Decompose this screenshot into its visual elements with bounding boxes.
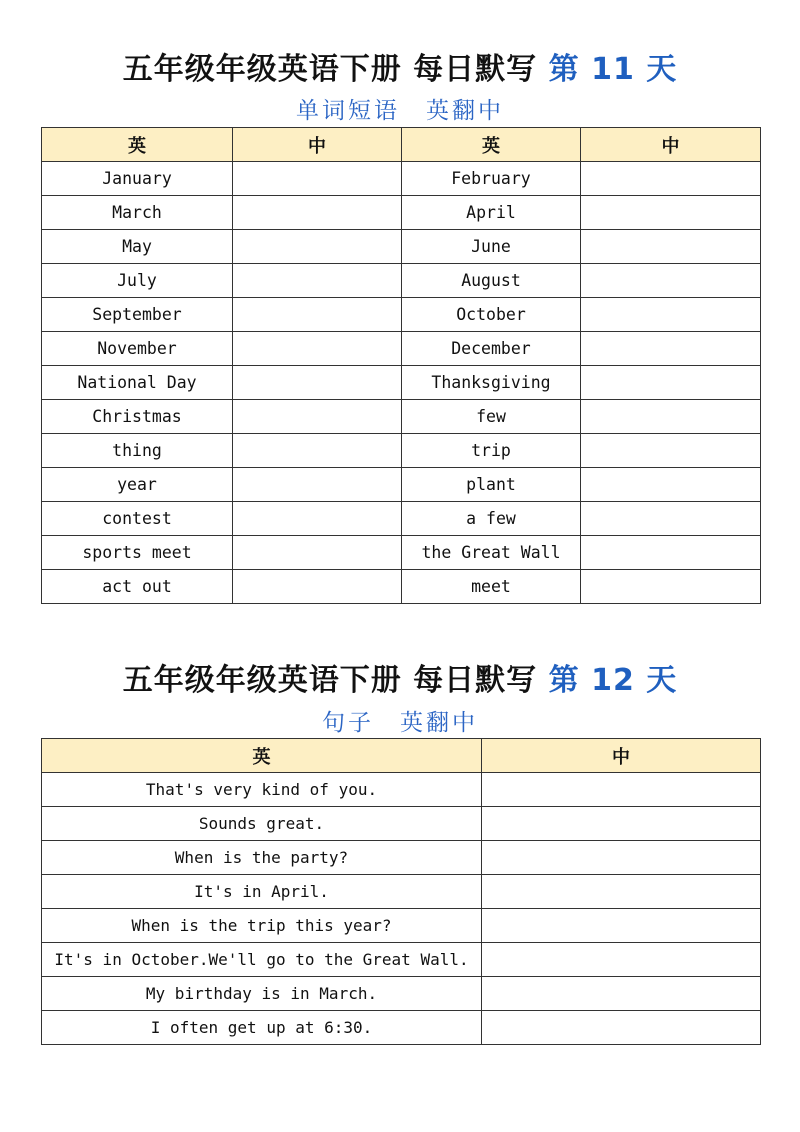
vocabulary-header-row <box>42 128 761 162</box>
chinese-answer-right[interactable] <box>581 468 761 502</box>
english-sentence: When is the party? <box>42 841 482 875</box>
subtitle-sentences: 句子 英翻中 <box>322 710 478 736</box>
chinese-answer-left[interactable] <box>233 298 402 332</box>
english-word-left: March <box>42 196 233 230</box>
vocabulary-row <box>42 434 761 468</box>
chinese-answer[interactable] <box>482 773 761 807</box>
english-word-left: thing <box>42 434 233 468</box>
chinese-answer-left[interactable] <box>233 468 402 502</box>
sentence-row <box>42 977 761 1011</box>
english-sentence: It's in October.We'll go to the Great Wall. <box>42 943 482 977</box>
chinese-answer-left[interactable] <box>233 230 402 264</box>
english-word-left: November <box>42 332 233 366</box>
chinese-answer[interactable] <box>482 807 761 841</box>
sentence-row <box>42 909 761 943</box>
english-word-left: May <box>42 230 233 264</box>
vocabulary-row <box>42 230 761 264</box>
vocabulary-table <box>41 127 761 604</box>
header-chinese-left: 中 <box>233 128 402 162</box>
english-word-right: February <box>402 162 581 196</box>
vocabulary-row <box>42 298 761 332</box>
chinese-answer[interactable] <box>482 841 761 875</box>
header-chinese-right: 中 <box>581 128 761 162</box>
title-day-number: 第 11 天 <box>548 52 678 87</box>
english-sentence: That's very kind of you. <box>42 773 482 807</box>
english-word-right: April <box>402 196 581 230</box>
english-word-left: year <box>42 468 233 502</box>
english-word-left: contest <box>42 502 233 536</box>
chinese-answer-left[interactable] <box>233 196 402 230</box>
english-word-right: meet <box>402 570 581 604</box>
sentences-table <box>41 738 761 1045</box>
vocabulary-row <box>42 536 761 570</box>
chinese-answer-left[interactable] <box>233 332 402 366</box>
english-sentence: When is the trip this year? <box>42 909 482 943</box>
english-word-left: sports meet <box>42 536 233 570</box>
chinese-answer-right[interactable] <box>581 570 761 604</box>
english-word-right: trip <box>402 434 581 468</box>
chinese-answer[interactable] <box>482 1011 761 1045</box>
header-chinese: 中 <box>482 739 761 773</box>
english-word-left: July <box>42 264 233 298</box>
subtitle-words-phrases: 单词短语 英翻中 <box>296 98 504 124</box>
header-english-right: 英 <box>402 128 581 162</box>
chinese-answer-left[interactable] <box>233 434 402 468</box>
chinese-answer-right[interactable] <box>581 400 761 434</box>
title-day-number: 第 12 天 <box>548 663 678 698</box>
sentence-row <box>42 807 761 841</box>
english-word-right: October <box>402 298 581 332</box>
vocabulary-row <box>42 570 761 604</box>
english-word-left: act out <box>42 570 233 604</box>
sentence-row <box>42 875 761 909</box>
vocabulary-row <box>42 400 761 434</box>
sentence-row <box>42 841 761 875</box>
header-english-left: 英 <box>42 128 233 162</box>
english-word-right: the Great Wall <box>402 536 581 570</box>
sentence-row <box>42 943 761 977</box>
english-word-left: National Day <box>42 366 233 400</box>
worksheet-title-day-11 <box>0 44 800 88</box>
english-word-right: June <box>402 230 581 264</box>
english-word-right: plant <box>402 468 581 502</box>
title-main-text: 五年级年级英语下册 每日默写 <box>122 663 538 698</box>
worksheet-title-day-12 <box>0 655 800 699</box>
chinese-answer-right[interactable] <box>581 366 761 400</box>
english-sentence: My birthday is in March. <box>42 977 482 1011</box>
vocabulary-row <box>42 366 761 400</box>
chinese-answer-right[interactable] <box>581 264 761 298</box>
english-word-right: August <box>402 264 581 298</box>
chinese-answer-left[interactable] <box>233 162 402 196</box>
chinese-answer[interactable] <box>482 977 761 1011</box>
english-sentence: I often get up at 6:30. <box>42 1011 482 1045</box>
chinese-answer-right[interactable] <box>581 196 761 230</box>
english-word-left: January <box>42 162 233 196</box>
vocabulary-row <box>42 162 761 196</box>
vocabulary-row <box>42 196 761 230</box>
chinese-answer[interactable] <box>482 875 761 909</box>
english-word-left: September <box>42 298 233 332</box>
vocabulary-row <box>42 332 761 366</box>
chinese-answer[interactable] <box>482 909 761 943</box>
title-main-text: 五年级年级英语下册 每日默写 <box>122 52 538 87</box>
vocabulary-row <box>42 264 761 298</box>
english-word-left: Christmas <box>42 400 233 434</box>
chinese-answer-left[interactable] <box>233 366 402 400</box>
vocabulary-row <box>42 502 761 536</box>
chinese-answer-left[interactable] <box>233 264 402 298</box>
chinese-answer-right[interactable] <box>581 298 761 332</box>
english-word-right: Thanksgiving <box>402 366 581 400</box>
header-english: 英 <box>42 739 482 773</box>
english-word-right: few <box>402 400 581 434</box>
english-sentence: Sounds great. <box>42 807 482 841</box>
chinese-answer-right[interactable] <box>581 332 761 366</box>
sentence-row <box>42 773 761 807</box>
english-sentence: It's in April. <box>42 875 482 909</box>
chinese-answer[interactable] <box>482 943 761 977</box>
chinese-answer-right[interactable] <box>581 502 761 536</box>
english-word-right: a few <box>402 502 581 536</box>
chinese-answer-left[interactable] <box>233 570 402 604</box>
chinese-answer-right[interactable] <box>581 434 761 468</box>
english-word-right: December <box>402 332 581 366</box>
vocabulary-row <box>42 468 761 502</box>
chinese-answer-right[interactable] <box>581 162 761 196</box>
chinese-answer-left[interactable] <box>233 502 402 536</box>
chinese-answer-right[interactable] <box>581 230 761 264</box>
chinese-answer-left[interactable] <box>233 536 402 570</box>
chinese-answer-right[interactable] <box>581 536 761 570</box>
sentence-row <box>42 1011 761 1045</box>
chinese-answer-left[interactable] <box>233 400 402 434</box>
sentences-header-row <box>42 739 761 773</box>
